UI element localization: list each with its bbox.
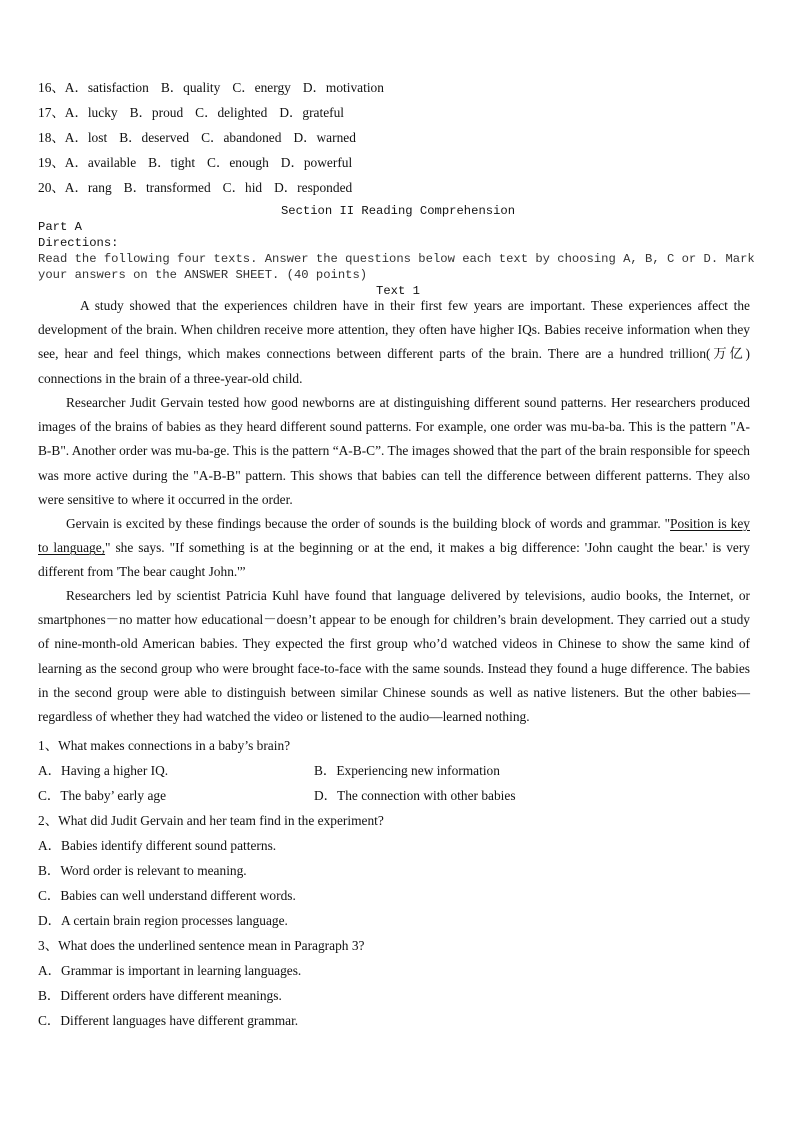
- option-b: B．proud: [129, 105, 184, 120]
- cloze-option-row-20: [38, 177, 352, 196]
- passage-paragraph-4: Researchers led by scientist Patricia Kuhl have found that language delivered by televisions, audio books, the Internet, or smartphones－no matter how educational－doesn’t appear to be enough for children’s brain development. They carried out a study of nine-month-old American babies. They expected the first group who’d watched videos in Chinese to show the same kind of learning as the second group who were brought face-to-face with the same sounds. Instead they found a huge difference. The babies in the second group were able to distinguish between similar Chinese sounds as well as native listeners. But the other babies—regardless of whether they had watched the video or listened to the audio—learned nothing.: [38, 588, 750, 725]
- question-1-option-d: D．The connection with other babies: [314, 788, 516, 803]
- option-c: C．abandoned: [201, 130, 282, 145]
- question-3-option-c: C．Different languages have different grammar.: [38, 1013, 299, 1028]
- question-2-option-d: D．A certain brain region processes language.: [38, 913, 288, 928]
- paragraph-text: " she says. "If something is at the beginning or at the end, it makes a big difference: 'John caught the bear.' is very different from 'The bear caught John.'”: [38, 540, 750, 580]
- passage-paragraph-1: A study showed that the experiences children have in their first few years are important. These experiences affect the development of the brain. When children receive more attention, they often have higher IQs. Babies receive information when they see, hear and feel things, which makes connections between different parts of the brain. There are a hundred trillion(万亿) connections in the brain of a three-year-old child.: [38, 298, 750, 386]
- option-d: D．grateful: [279, 105, 345, 120]
- directions-label: Directions:: [38, 236, 119, 250]
- part-label: Part A: [38, 220, 82, 234]
- cloze-option-row-19: [38, 152, 352, 171]
- question-1-option-c: C．The baby’ early age: [38, 788, 167, 803]
- question-1-option-a: A．Having a higher IQ.: [38, 763, 169, 778]
- underlined-sentence: Position is key to language,: [38, 516, 750, 556]
- question-2-option-c: C．Babies can well understand different words.: [38, 888, 296, 903]
- passage-paragraph-2: Researcher Judit Gervain tested how good newborns are at distinguishing different sound patterns. Her researchers produced images of the brains of babies as they heard different sound patterns. For example, one order was mu-ba-ba. This is the pattern "A-B-B". Another order was mu-ba-ge. This is the pattern “A-B-C”. The images showed that the part of the brain responsible for speech was more active during the "A-B-B" pattern. This shows that babies can tell the difference between different patterns. They also were sensitive to where it occurred in the order.: [38, 395, 750, 507]
- paragraph-text: Gervain is excited by these findings because the order of sounds is the building block of words and grammar. ": [66, 516, 671, 531]
- option-b: B．tight: [148, 155, 196, 170]
- question-number: 16、: [38, 80, 65, 95]
- section-title: Section II Reading Comprehension: [280, 204, 516, 218]
- question-number: 19、: [38, 155, 65, 170]
- option-b: B．deserved: [119, 130, 190, 145]
- option-d: D．warned: [293, 130, 356, 145]
- option-a: A．lucky: [64, 105, 118, 120]
- directions-text-line2: your answers on the ANSWER SHEET. (40 points): [38, 268, 368, 282]
- question-1-stem: 1、What makes connections in a baby’s brain?: [38, 738, 291, 753]
- question-number: 17、: [38, 105, 65, 120]
- cloze-option-row-18: [38, 127, 356, 146]
- question-3-option-a: A．Grammar is important in learning languages.: [38, 963, 302, 978]
- option-a: A．satisfaction: [64, 80, 149, 95]
- option-b: B．transformed: [123, 180, 211, 195]
- question-2-option-a: A．Babies identify different sound patterns.: [38, 838, 277, 853]
- question-3-stem: 3、What does the underlined sentence mean in Paragraph 3?: [38, 938, 365, 953]
- option-c: C．energy: [232, 80, 291, 95]
- passage-paragraph-3: [38, 512, 750, 585]
- option-b: B．quality: [160, 80, 221, 95]
- option-c: C．delighted: [195, 105, 268, 120]
- directions-text-line1: Read the following four texts. Answer the questions below each text by choosing A, B, C or D. Mark: [38, 252, 755, 266]
- cloze-option-row-16: [38, 77, 384, 96]
- question-2-option-b: B．Word order is relevant to meaning.: [38, 863, 247, 878]
- question-2-stem: 2、What did Judit Gervain and her team find in the experiment?: [38, 813, 384, 828]
- question-3-option-b: B．Different orders have different meanings.: [38, 988, 282, 1003]
- cloze-option-row-17: [38, 102, 344, 121]
- option-d: D．motivation: [302, 80, 384, 95]
- option-c: C．enough: [207, 155, 269, 170]
- option-a: A．available: [64, 155, 137, 170]
- question-1-option-b: B．Experiencing new information: [314, 763, 500, 778]
- option-c: C．hid: [222, 180, 263, 195]
- option-a: A．lost: [64, 130, 108, 145]
- option-a: A．rang: [64, 180, 112, 195]
- text-title: Text 1: [376, 284, 420, 298]
- option-d: D．responded: [274, 180, 353, 195]
- question-number: 18、: [38, 130, 65, 145]
- question-number: 20、: [38, 180, 65, 195]
- option-d: D．powerful: [280, 155, 353, 170]
